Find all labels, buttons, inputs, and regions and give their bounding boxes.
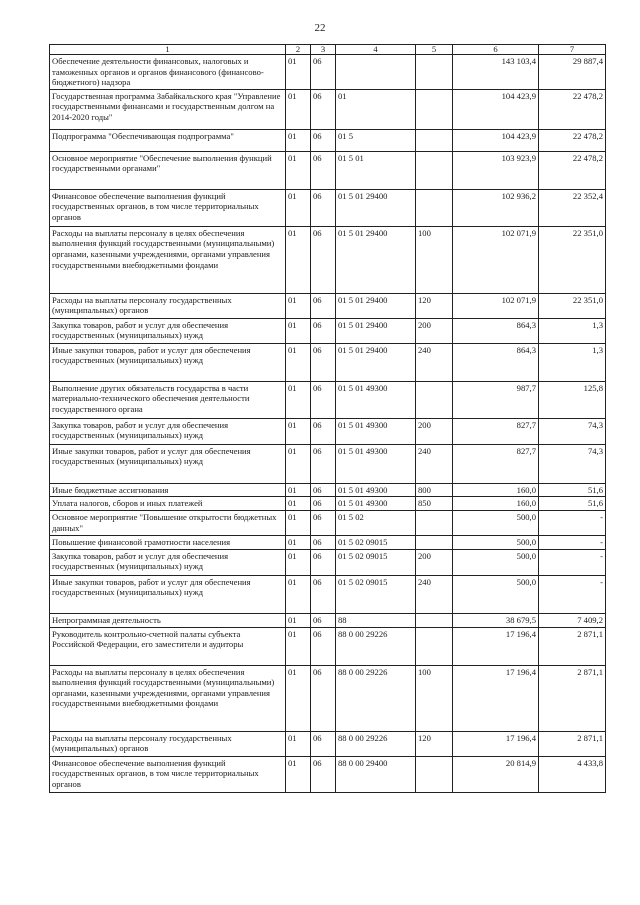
row-name: Закупка товаров, работ и услуг для обеспечения государственных (муниципальных) нужд <box>50 418 286 444</box>
row-subsection: 06 <box>311 535 336 549</box>
row-amount-actual: 125,8 <box>539 381 606 418</box>
row-amount-actual: - <box>539 575 606 613</box>
row-name: Основное мероприятие "Повышение открытости бюджетных данных" <box>50 510 286 535</box>
row-subsection: 06 <box>311 343 336 381</box>
row-section: 01 <box>286 627 311 665</box>
row-amount-plan: 827,7 <box>453 418 539 444</box>
row-subsection: 06 <box>311 665 336 731</box>
row-section: 01 <box>286 444 311 483</box>
table-row <box>50 381 606 418</box>
column-header: 6 <box>453 45 539 55</box>
row-name: Расходы на выплаты персоналу в целях обеспечения выполнения функций государственными (муниципальными) органами, казенными учреждениями, органами управления государственными внебюджетными фондами <box>50 226 286 293</box>
row-target-article: 01 5 02 09015 <box>336 549 416 575</box>
row-section: 01 <box>286 510 311 535</box>
row-amount-actual: 22 478,2 <box>539 129 606 151</box>
row-target-article: 88 <box>336 613 416 627</box>
row-target-article: 01 5 02 <box>336 510 416 535</box>
row-expense-type <box>416 756 453 792</box>
row-amount-plan: 102 071,9 <box>453 226 539 293</box>
table-row <box>50 756 606 792</box>
row-amount-plan: 102 071,9 <box>453 293 539 318</box>
row-target-article: 01 5 01 49300 <box>336 483 416 497</box>
row-target-article: 01 5 01 49300 <box>336 418 416 444</box>
row-amount-plan: 104 423,9 <box>453 89 539 129</box>
row-name: Подпрограмма "Обеспечивающая подпрограмма" <box>50 129 286 151</box>
column-header: 1 <box>50 45 286 55</box>
column-header: 7 <box>539 45 606 55</box>
row-target-article: 01 5 02 09015 <box>336 535 416 549</box>
row-subsection: 06 <box>311 381 336 418</box>
row-amount-plan: 500,0 <box>453 510 539 535</box>
row-target-article: 01 5 01 29400 <box>336 189 416 226</box>
row-section: 01 <box>286 731 311 756</box>
row-name: Финансовое обеспечение выполнения функций государственных органов, в том числе территориальных органов <box>50 189 286 226</box>
row-target-article: 01 5 01 <box>336 151 416 189</box>
row-expense-type: 240 <box>416 575 453 613</box>
row-amount-plan: 160,0 <box>453 483 539 497</box>
row-target-article: 88 0 00 29400 <box>336 756 416 792</box>
row-expense-type: 120 <box>416 293 453 318</box>
row-target-article: 01 5 01 49300 <box>336 381 416 418</box>
row-expense-type <box>416 627 453 665</box>
row-section: 01 <box>286 483 311 497</box>
row-section: 01 <box>286 381 311 418</box>
row-amount-actual: 1,3 <box>539 343 606 381</box>
table-row <box>50 510 606 535</box>
table-row <box>50 497 606 511</box>
row-name: Основное мероприятие "Обеспечение выполнения функций государственными органами" <box>50 151 286 189</box>
row-amount-actual: 29 887,4 <box>539 55 606 90</box>
row-expense-type <box>416 189 453 226</box>
row-subsection: 06 <box>311 318 336 343</box>
row-target-article <box>336 55 416 90</box>
column-header: 2 <box>286 45 311 55</box>
row-name: Расходы на выплаты персоналу государственных (муниципальных) органов <box>50 731 286 756</box>
row-subsection: 06 <box>311 497 336 511</box>
row-amount-actual: 22 352,4 <box>539 189 606 226</box>
row-section: 01 <box>286 343 311 381</box>
table-row <box>50 55 606 90</box>
row-expense-type: 120 <box>416 731 453 756</box>
header-row <box>50 45 606 55</box>
row-target-article: 01 5 01 29400 <box>336 226 416 293</box>
table-row <box>50 535 606 549</box>
table-row <box>50 151 606 189</box>
row-amount-plan: 104 423,9 <box>453 129 539 151</box>
row-name: Иные закупки товаров, работ и услуг для обеспечения государственных (муниципальных) нужд <box>50 343 286 381</box>
row-amount-plan: 102 936,2 <box>453 189 539 226</box>
row-target-article: 01 5 01 29400 <box>336 318 416 343</box>
row-target-article: 01 <box>336 89 416 129</box>
row-name: Выполнение других обязательств государства в части материально-технического обеспечения деятельности государственного органа <box>50 381 286 418</box>
row-amount-actual: - <box>539 549 606 575</box>
row-section: 01 <box>286 89 311 129</box>
row-target-article: 01 5 01 49300 <box>336 444 416 483</box>
row-expense-type: 200 <box>416 318 453 343</box>
row-section: 01 <box>286 226 311 293</box>
row-subsection: 06 <box>311 151 336 189</box>
row-amount-actual: 74,3 <box>539 418 606 444</box>
row-name: Уплата налогов, сборов и иных платежей <box>50 497 286 511</box>
row-amount-actual: 51,6 <box>539 483 606 497</box>
row-amount-plan: 17 196,4 <box>453 665 539 731</box>
row-expense-type: 100 <box>416 226 453 293</box>
row-name: Руководитель контрольно-счетной палаты субъекта Российской Федерации, его заместители и аудиторы <box>50 627 286 665</box>
row-amount-plan: 20 814,9 <box>453 756 539 792</box>
column-header: 4 <box>336 45 416 55</box>
row-expense-type: 100 <box>416 665 453 731</box>
row-amount-actual: 51,6 <box>539 497 606 511</box>
row-section: 01 <box>286 418 311 444</box>
row-expense-type <box>416 510 453 535</box>
row-subsection: 06 <box>311 55 336 90</box>
budget-table <box>49 44 606 793</box>
row-subsection: 06 <box>311 293 336 318</box>
row-expense-type: 200 <box>416 549 453 575</box>
row-amount-plan: 38 679,5 <box>453 613 539 627</box>
row-section: 01 <box>286 151 311 189</box>
row-section: 01 <box>286 497 311 511</box>
row-subsection: 06 <box>311 226 336 293</box>
row-expense-type: 240 <box>416 444 453 483</box>
row-target-article: 88 0 00 29226 <box>336 731 416 756</box>
row-expense-type: 850 <box>416 497 453 511</box>
row-subsection: 06 <box>311 129 336 151</box>
row-section: 01 <box>286 318 311 343</box>
row-section: 01 <box>286 535 311 549</box>
row-amount-actual: - <box>539 535 606 549</box>
row-section: 01 <box>286 189 311 226</box>
row-amount-actual: 1,3 <box>539 318 606 343</box>
row-expense-type <box>416 151 453 189</box>
row-name: Иные бюджетные ассигнования <box>50 483 286 497</box>
table-row <box>50 575 606 613</box>
row-amount-plan: 17 196,4 <box>453 731 539 756</box>
row-amount-plan: 987,7 <box>453 381 539 418</box>
row-section: 01 <box>286 575 311 613</box>
row-amount-plan: 17 196,4 <box>453 627 539 665</box>
row-target-article: 88 0 00 29226 <box>336 627 416 665</box>
row-target-article: 01 5 <box>336 129 416 151</box>
row-target-article: 01 5 01 29400 <box>336 343 416 381</box>
table-row <box>50 89 606 129</box>
row-name: Обеспечение деятельности финансовых, налоговых и таможенных органов и органов финансового (финансово-бюджетного) надзора <box>50 55 286 90</box>
row-amount-plan: 864,3 <box>453 343 539 381</box>
row-amount-plan: 864,3 <box>453 318 539 343</box>
row-subsection: 06 <box>311 418 336 444</box>
row-section: 01 <box>286 55 311 90</box>
table-row <box>50 665 606 731</box>
row-name: Непрограммная деятельность <box>50 613 286 627</box>
table-body <box>50 55 606 793</box>
row-expense-type: 240 <box>416 343 453 381</box>
row-amount-plan: 160,0 <box>453 497 539 511</box>
row-target-article: 01 5 01 29400 <box>336 293 416 318</box>
row-name: Расходы на выплаты персоналу в целях обеспечения выполнения функций государственными (муниципальными) органами, казенными учреждениями, органами управления государственными внебюджетными фондами <box>50 665 286 731</box>
row-subsection: 06 <box>311 756 336 792</box>
row-section: 01 <box>286 129 311 151</box>
row-amount-actual: 22 478,2 <box>539 151 606 189</box>
row-amount-actual: - <box>539 510 606 535</box>
row-section: 01 <box>286 549 311 575</box>
row-amount-actual: 2 871,1 <box>539 731 606 756</box>
table-row <box>50 549 606 575</box>
row-amount-actual: 22 351,0 <box>539 293 606 318</box>
row-amount-plan: 143 103,4 <box>453 55 539 90</box>
row-subsection: 06 <box>311 483 336 497</box>
table-row <box>50 731 606 756</box>
row-target-article: 01 5 01 49300 <box>336 497 416 511</box>
row-expense-type <box>416 89 453 129</box>
row-amount-actual: 7 409,2 <box>539 613 606 627</box>
row-section: 01 <box>286 293 311 318</box>
row-expense-type <box>416 535 453 549</box>
row-subsection: 06 <box>311 549 336 575</box>
table-row <box>50 226 606 293</box>
table-row <box>50 613 606 627</box>
row-expense-type <box>416 613 453 627</box>
row-subsection: 06 <box>311 613 336 627</box>
table-row <box>50 627 606 665</box>
row-target-article: 88 0 00 29226 <box>336 665 416 731</box>
row-name: Расходы на выплаты персоналу государственных (муниципальных) органов <box>50 293 286 318</box>
row-amount-actual: 2 871,1 <box>539 665 606 731</box>
row-name: Иные закупки товаров, работ и услуг для обеспечения государственных (муниципальных) нужд <box>50 444 286 483</box>
row-amount-actual: 4 433,8 <box>539 756 606 792</box>
row-amount-plan: 500,0 <box>453 575 539 613</box>
row-expense-type: 200 <box>416 418 453 444</box>
row-subsection: 06 <box>311 89 336 129</box>
row-name: Иные закупки товаров, работ и услуг для обеспечения государственных (муниципальных) нужд <box>50 575 286 613</box>
row-section: 01 <box>286 613 311 627</box>
page-number: 22 <box>314 22 326 34</box>
row-name: Финансовое обеспечение выполнения функций государственных органов, в том числе территориальных органов <box>50 756 286 792</box>
column-header: 3 <box>311 45 336 55</box>
table-row <box>50 444 606 483</box>
row-section: 01 <box>286 665 311 731</box>
table-row <box>50 129 606 151</box>
row-name: Закупка товаров, работ и услуг для обеспечения государственных (муниципальных) нужд <box>50 549 286 575</box>
row-subsection: 06 <box>311 731 336 756</box>
row-subsection: 06 <box>311 575 336 613</box>
row-subsection: 06 <box>311 510 336 535</box>
row-name: Повышение финансовой грамотности населения <box>50 535 286 549</box>
table-row <box>50 293 606 318</box>
row-amount-plan: 500,0 <box>453 535 539 549</box>
row-amount-actual: 74,3 <box>539 444 606 483</box>
row-subsection: 06 <box>311 444 336 483</box>
column-header: 5 <box>416 45 453 55</box>
row-subsection: 06 <box>311 189 336 226</box>
row-expense-type <box>416 381 453 418</box>
table-row <box>50 483 606 497</box>
table-row <box>50 318 606 343</box>
row-section: 01 <box>286 756 311 792</box>
row-name: Закупка товаров, работ и услуг для обеспечения государственных (муниципальных) нужд <box>50 318 286 343</box>
table-row <box>50 343 606 381</box>
row-expense-type <box>416 55 453 90</box>
row-amount-plan: 827,7 <box>453 444 539 483</box>
row-amount-actual: 2 871,1 <box>539 627 606 665</box>
row-name: Государственная программа Забайкальского края "Управление государственными финансами и государственным долгом на 2014-2020 годы" <box>50 89 286 129</box>
row-amount-plan: 103 923,9 <box>453 151 539 189</box>
table-row <box>50 418 606 444</box>
table-row <box>50 189 606 226</box>
row-target-article: 01 5 02 09015 <box>336 575 416 613</box>
row-amount-plan: 500,0 <box>453 549 539 575</box>
row-amount-actual: 22 478,2 <box>539 89 606 129</box>
row-expense-type: 800 <box>416 483 453 497</box>
row-subsection: 06 <box>311 627 336 665</box>
row-expense-type <box>416 129 453 151</box>
row-amount-actual: 22 351,0 <box>539 226 606 293</box>
